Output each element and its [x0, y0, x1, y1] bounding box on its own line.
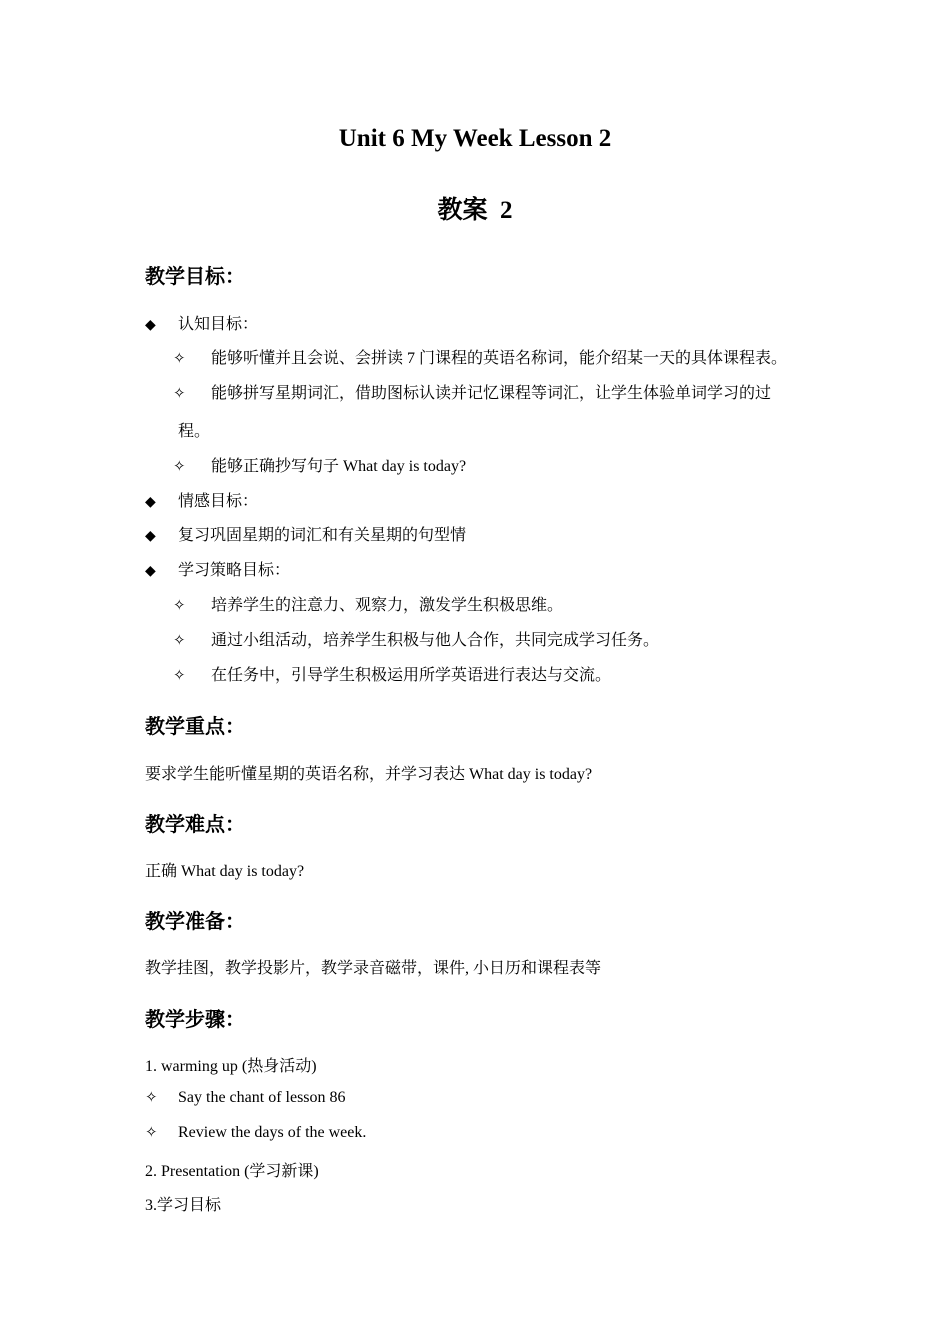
cognitive-goal-label: 认知目标：: [178, 316, 259, 333]
review-goal: [145, 522, 466, 545]
difficulties-heading: 教学难点：: [145, 814, 245, 836]
cognitive-item-1: [173, 345, 787, 368]
cognitive-goal: [145, 311, 258, 334]
steps-heading: 教学步骤：: [145, 1009, 245, 1031]
step-item-text: Say the chant of lesson 86: [178, 1089, 346, 1106]
review-goal-label: 复习巩固星期的词汇和有关星期的句型情: [178, 527, 467, 544]
cognitive-item-2: [173, 380, 771, 403]
affective-goal-label: 情感目标：: [178, 493, 259, 510]
key-points-heading: 教学重点：: [145, 716, 245, 738]
objectives-heading: 教学目标：: [145, 266, 245, 288]
diamond-bullet-icon: ◆: [145, 564, 156, 579]
strategy-item-text: 在任务中，引导学生积极运用所学英语进行表达与交流。: [211, 667, 612, 684]
star-bullet-icon: ✧: [173, 668, 186, 684]
step-1: 1. warming up (热身活动): [145, 1058, 317, 1075]
strategy-goal-label: 学习策略目标：: [178, 562, 291, 579]
difficulties-text: 正确 What day is today?: [145, 863, 305, 880]
preparation-text: 教学挂图，教学投影片，教学录音磁带，课件, 小日历和课程表等: [145, 960, 602, 977]
star-bullet-icon: ✧: [173, 351, 186, 367]
document-title: Unit 6 My Week Lesson 2: [338, 125, 612, 152]
step-item-text: Review the days of the week.: [178, 1124, 367, 1141]
cognitive-item-text: 能够正确抄写句子 What day is today?: [211, 458, 467, 475]
strategy-item-text: 通过小组活动，培养学生积极与他人合作，共同完成学习任务。: [211, 632, 660, 649]
key-points-text: 要求学生能听懂星期的英语名称，并学习表达 What day is today?: [145, 766, 593, 783]
diamond-bullet-icon: ◆: [145, 495, 156, 510]
star-bullet-icon: ✧: [173, 386, 186, 402]
strategy-item-text: 培养学生的注意力、观察力，激发学生积极思维。: [211, 597, 564, 614]
diamond-bullet-icon: ◆: [145, 529, 156, 544]
preparation-heading: 教学准备：: [145, 911, 245, 933]
strategy-item-1: [173, 592, 563, 615]
strategy-goal: [145, 557, 290, 580]
step-1-item-2: [145, 1123, 366, 1142]
step-3: 3.学习目标: [145, 1197, 222, 1214]
document-subtitle: 教案 2: [437, 197, 513, 224]
affective-goal: [145, 488, 258, 511]
star-bullet-icon: ✧: [173, 598, 186, 614]
step-1-item-1: [145, 1088, 346, 1107]
star-bullet-icon: ✧: [173, 459, 186, 475]
cognitive-item-3: [173, 453, 466, 476]
cognitive-item-text: 能够拼写星期词汇，借助图标认读并记忆课程等词汇，让学生体验单词学习的过: [211, 385, 772, 402]
step-2: 2. Presentation (学习新课): [145, 1163, 319, 1180]
cognitive-item-text: 能够听懂并且会说、会拼读 7 门课程的英语名称词，能介绍某一天的具体课程表。: [211, 350, 788, 367]
star-bullet-icon: ✧: [145, 1090, 158, 1106]
diamond-bullet-icon: ◆: [145, 318, 156, 333]
star-bullet-icon: ✧: [173, 633, 186, 649]
star-bullet-icon: ✧: [145, 1125, 158, 1141]
strategy-item-2: [173, 627, 659, 650]
strategy-item-3: [173, 662, 611, 685]
cognitive-item-2-continuation: 程。: [178, 423, 211, 440]
